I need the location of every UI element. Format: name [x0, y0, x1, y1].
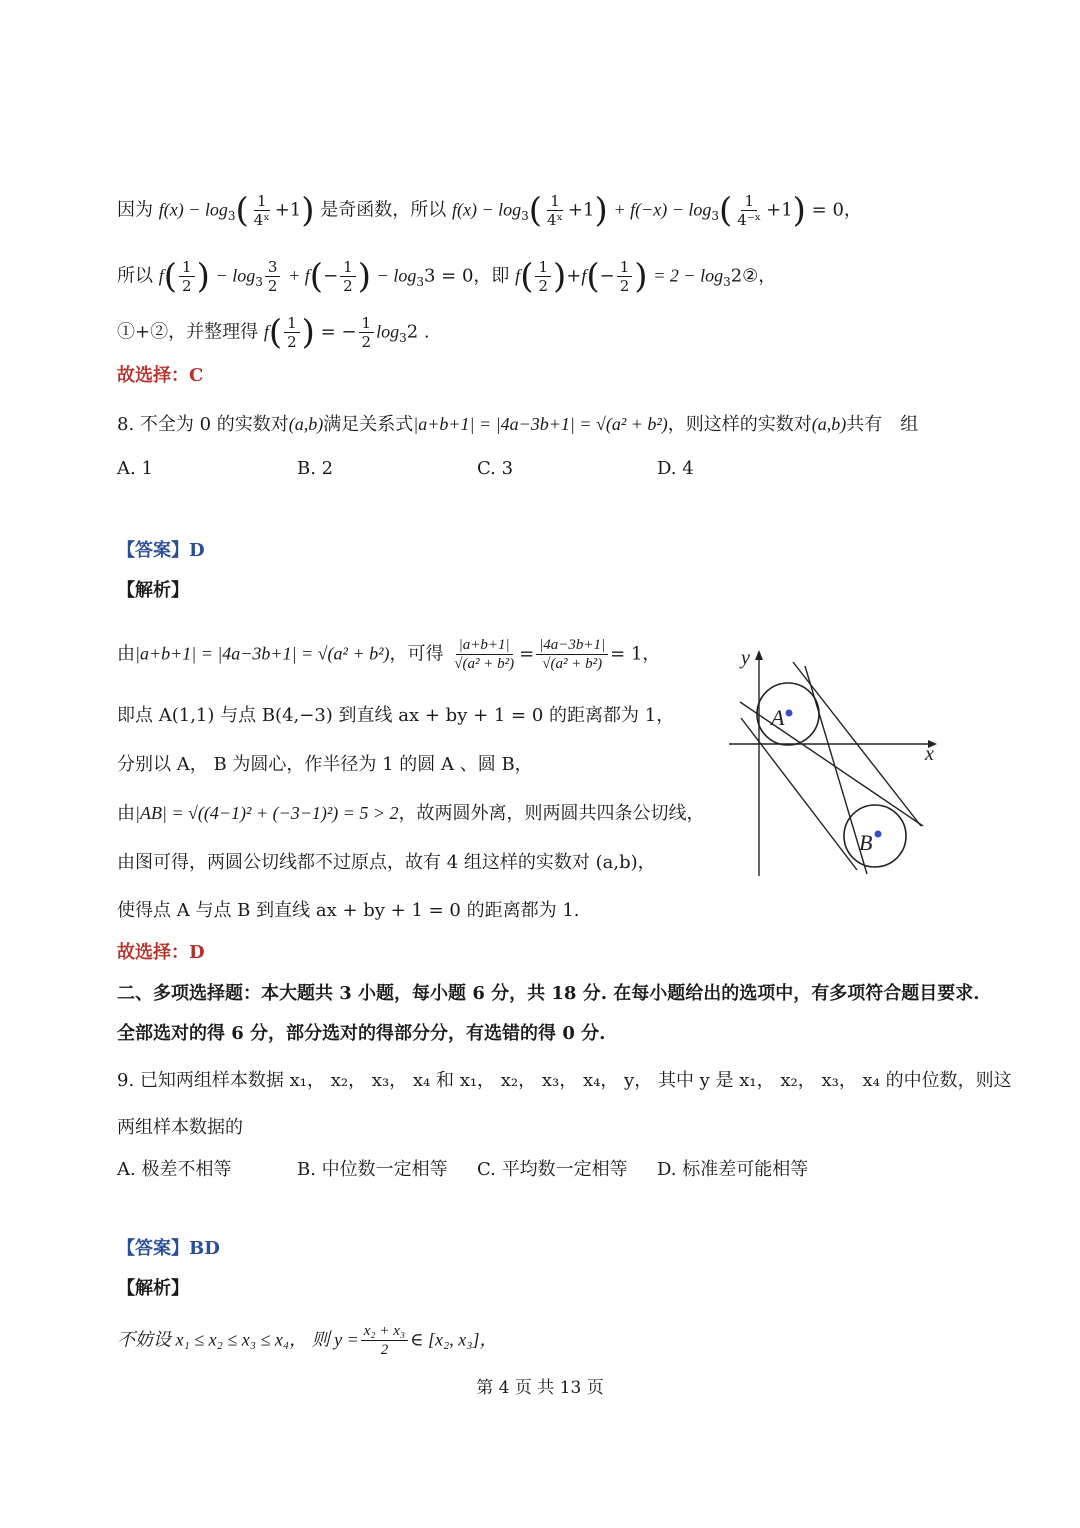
q8-sol-2: 即点 A(1,1) 与点 B(4,−3) 到直线 ax + by + 1 = 0 的距离都为 1， — [117, 705, 675, 726]
q9-option-b: B. 中位数一定相等 — [297, 1159, 448, 1180]
q8-option-d: D. 4 — [657, 458, 694, 479]
answer-tag: 【答案】 — [117, 540, 189, 561]
q8-sol-3: 分别以 A， B 为圆心，作半径为 1 的圆 A 、圆 B， — [117, 754, 533, 775]
answer-value: D — [189, 540, 205, 561]
center-a-dot — [786, 710, 793, 717]
label-b: B — [859, 830, 873, 855]
q9-answer: 【答案】BD — [117, 1238, 220, 1259]
q8-stem: 8. 不全为 0 的实数对(a,b)满足关系式|a+b+1| = |4a−3b+1| = √(a² + b²)，则这样的实数对(a,b)共有 组 — [117, 414, 919, 435]
q8-conclusion: 故选择：D — [117, 942, 205, 963]
q9-stem-2: 两组样本数据的 — [117, 1117, 243, 1138]
q8-sol-4: 由|AB| = √((4−1)² + (−3−1)²) = 5 > 2，故两圆外离，则两圆共四条公切线， — [117, 803, 705, 824]
q9-option-c: C. 平均数一定相等 — [477, 1159, 628, 1180]
q9-analysis-tag: 【解析】 — [117, 1278, 189, 1299]
conclusion-value: C — [189, 365, 204, 386]
label-a: A — [771, 705, 785, 730]
y-axis-label: y — [741, 647, 750, 669]
x-axis-label: x — [925, 743, 934, 765]
q8-sol-5: 由图可得，两圆公切线都不过原点，故有 4 组这样的实数对 (a,b)， — [117, 852, 656, 873]
text: 是奇函数，所以 — [320, 199, 447, 221]
q8-sol-6: 使得点 A 与点 B 到直线 ax + by + 1 = 0 的距离都为 1. — [117, 900, 580, 921]
frac: $\frac{1}{\text{4ˣ}}$ — [253, 192, 270, 229]
text: = 0， — [811, 199, 862, 221]
section2-line-1: 二、多项选择题：本大题共 3 小题，每小题 6 分，共 18 分. 在每小题给出的选项中，有多项符合题目要求. — [117, 983, 980, 1004]
q7-line-3: ①+②，并整理得 f( $\frac{1}{2}$ ) = − $\frac{1}{2}$ $\log_32$ . — [117, 312, 430, 353]
q7-line-1: 因为 $f(x) - \log_3$( $\frac{1}{\text{4ˣ}}$ +1) 是奇函数，所以 $f(x) - \log_3$( $\frac{1}{\text{4ˣ}}$ $+1) + f(-x) - \log_3$( $\frac{1}{\text{4⁻ˣ}}$ +1) = 0， — [117, 190, 862, 231]
q8-option-a: A. 1 — [117, 458, 153, 479]
q9-stem-1: 9. 已知两组样本数据 x₁， x₂， x₃， x₄ 和 x₁， x₂， x₃， x₄， y， 其中 y 是 x₁， x₂， x₃， x₄ 的中位数，则这 — [117, 1070, 1012, 1091]
tangent-circles-figure — [725, 640, 945, 880]
page-footer: 第 4 页 共 13 页 — [476, 1378, 604, 1398]
q8-answer — [117, 538, 205, 564]
center-b-dot — [875, 831, 882, 838]
tangent-line-1 — [740, 702, 923, 826]
q8-option-c: C. 3 — [477, 458, 514, 479]
math: f(x) − log — [451, 199, 522, 220]
y-axis-arrow — [755, 650, 763, 660]
text: 因为 — [117, 199, 153, 221]
section2-line-2: 全部选对的得 6 分，部分选对的得部分分，有选错的得 0 分. — [117, 1023, 606, 1044]
q8-option-b: B. 2 — [297, 458, 334, 479]
conclusion-label: 故选择： — [117, 365, 189, 386]
sub: 3 — [227, 209, 236, 224]
q9-option-a: A. 极差不相等 — [117, 1159, 232, 1180]
circle-b — [844, 805, 906, 867]
q9-option-d: D. 标准差可能相等 — [657, 1159, 809, 1180]
q9-sol-1: 不妨设 x₁ ≤ x₂ ≤ x₃ ≤ x₄， 则 y = $\frac{\text{x₂ + x₃}}{2}$ ∈ [x₂, x₃]， — [117, 1323, 498, 1358]
math: + f(−x) − log — [613, 199, 712, 220]
q8-sol-1: 由|a+b+1| = |4a−3b+1| = √(a² + b²)，可得 $\frac{|a+b+1|}{\text{√(a² + b²)}}$ = $\frac{|4a-3b+1|}{\text{√(a² + b²)}}$ = 1， — [117, 637, 661, 672]
q8-analysis-tag: 【解析】 — [117, 580, 189, 601]
math: f(x) − log — [158, 199, 228, 220]
q7-conclusion — [117, 363, 203, 389]
q7-line-2: 所以 f( $\frac{1}{2}$ ) − $\log_3$ $\frac{3}{2}$ + f(− $\frac{1}{2}$ ) − $\log_33 = 0$，即 f( $\frac{1}{2}$ )+f(− $\frac{1}{2}$ ) = $2 - \log_32②$， — [117, 256, 777, 297]
